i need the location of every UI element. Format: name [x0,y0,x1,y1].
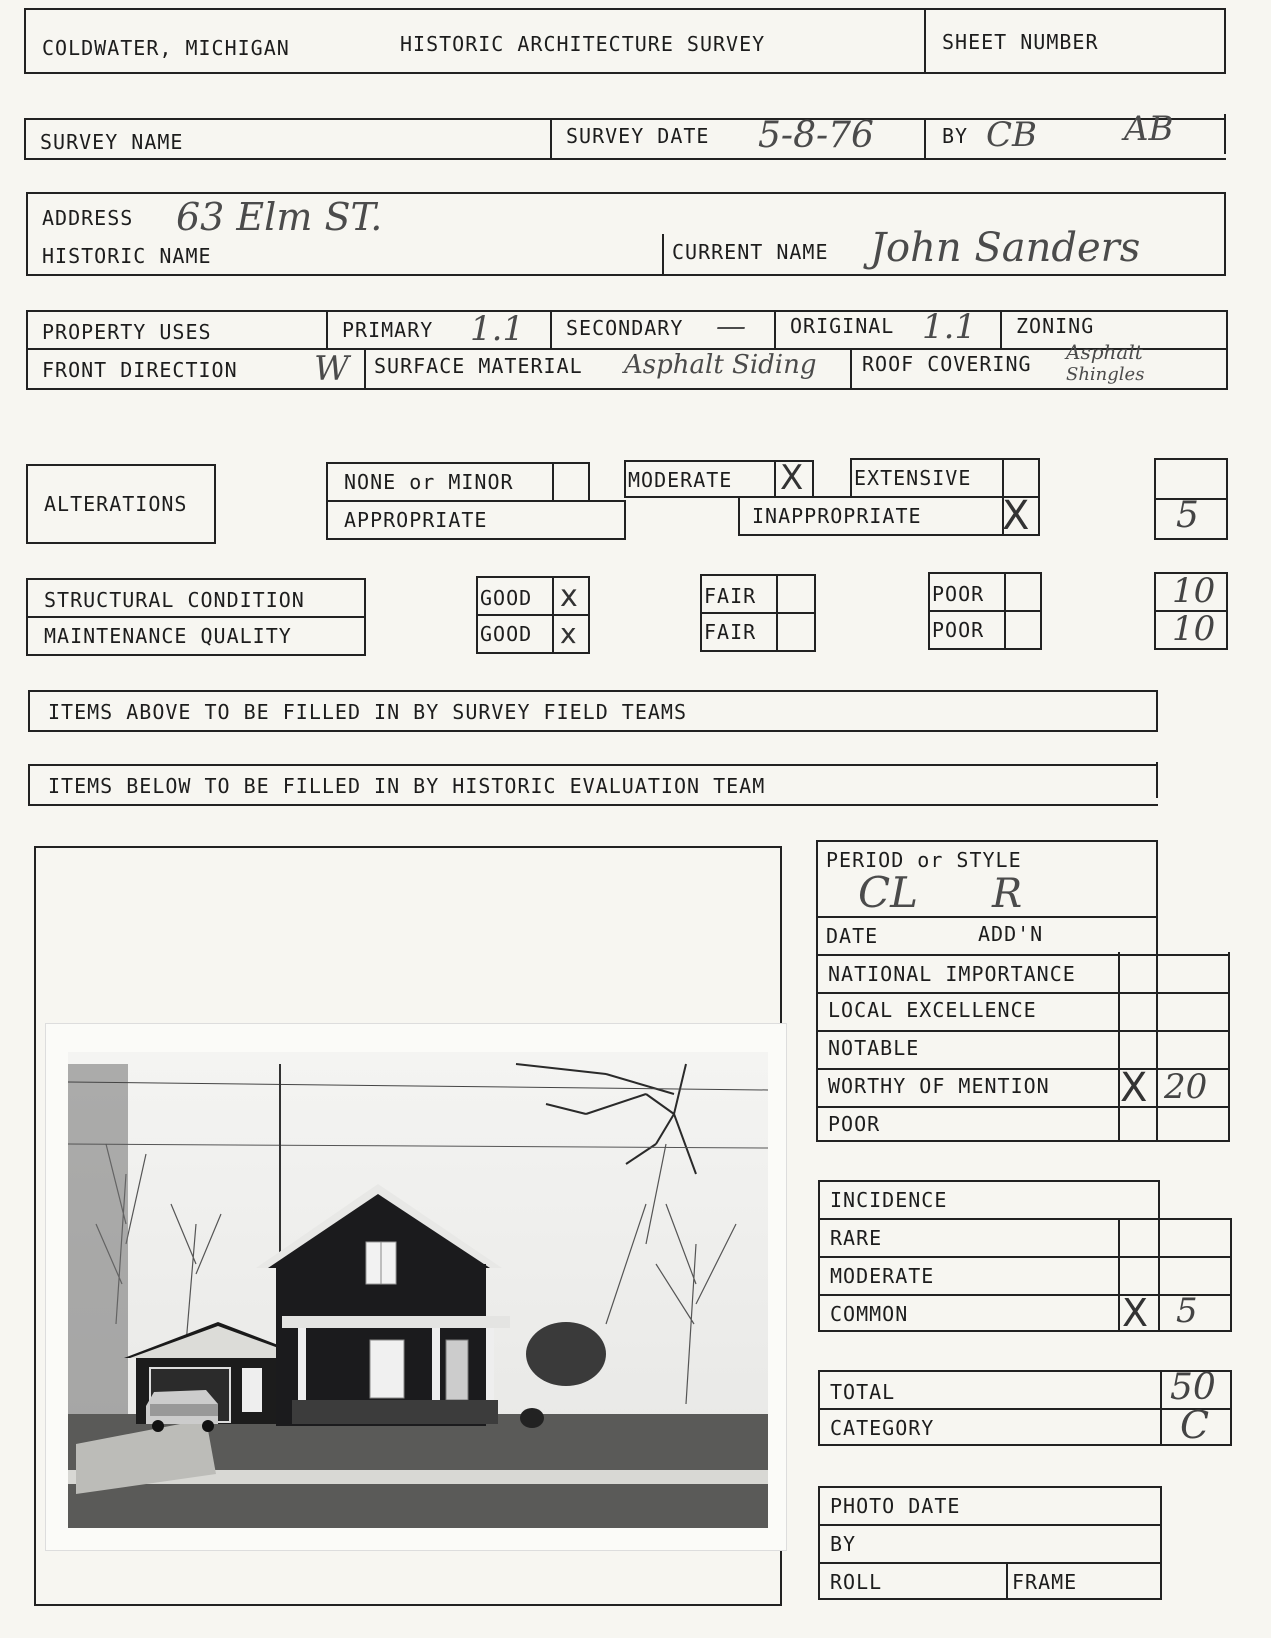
total-label: TOTAL [830,1380,896,1404]
address-label: ADDRESS [42,206,134,230]
survey-title: HISTORIC ARCHITECTURE SURVEY [400,32,766,56]
period-value-2[interactable]: R [992,871,1023,917]
address-value[interactable]: 63 Elm ST. [176,195,383,239]
alterations-label: ALTERATIONS [44,492,188,516]
worthy-score[interactable]: 20 [1164,1067,1208,1107]
alt-inappropriate-mark[interactable]: X [1002,493,1030,539]
frame-label: FRAME [1012,1570,1078,1594]
photo-by-label: BY [830,1532,857,1556]
current-name-label: CURRENT NAME [672,240,829,264]
poor-label-maintenance: POOR [932,618,985,642]
poor-label-structural: POOR [932,582,985,606]
local-excellence-label: LOCAL EXCELLENCE [828,998,1037,1022]
city-label: COLDWATER, MICHIGAN [42,36,290,60]
property-uses-label: PROPERTY USES [42,320,212,344]
original-value[interactable]: 1.1 [922,307,977,347]
front-direction-value[interactable]: W [314,349,349,389]
roof-covering-label: ROOF COVERING [862,352,1032,376]
common-score[interactable]: 5 [1176,1291,1198,1331]
house-photo-image [46,1024,786,1550]
structural-score[interactable]: 10 [1172,571,1216,611]
alt-inappropriate-label: INAPPROPRIATE [752,504,922,528]
zoning-label: ZONING [1016,314,1095,338]
survey-date-label: SURVEY DATE [566,124,710,148]
incidence-label: INCIDENCE [830,1188,948,1212]
front-direction-label: FRONT DIRECTION [42,358,238,382]
sheet-number-label: SHEET NUMBER [942,30,1099,54]
incidence-moderate-label: MODERATE [830,1264,935,1288]
national-importance-label: NATIONAL IMPORTANCE [828,962,1076,986]
secondary-label: SECONDARY [566,316,684,340]
surface-material-value[interactable]: Asphalt Siding [624,350,817,380]
worthy-mark[interactable]: X [1120,1065,1148,1111]
incidence-common-label: COMMON [830,1302,909,1326]
alt-none-minor-label: NONE or MINOR [344,470,514,494]
maintenance-quality-label: MAINTENANCE QUALITY [44,624,292,648]
note-below: ITEMS BELOW TO BE FILLED IN BY HISTORIC EVALUATION TEAM [48,774,766,798]
roof-covering-value-2[interactable]: Shingles [1066,364,1145,385]
period-value-1[interactable]: CL [858,868,919,917]
roof-covering-value-1[interactable]: Asphalt [1066,340,1143,364]
original-label: ORIGINAL [790,314,895,338]
alt-moderate-mark[interactable]: X [780,458,804,498]
fair-label-maintenance: FAIR [704,620,757,644]
property-photograph [46,1024,786,1550]
roll-label: ROLL [830,1570,883,1594]
incidence-rare-label: RARE [830,1226,883,1250]
good-label-structural: GOOD [480,586,533,610]
common-mark[interactable]: X [1122,1291,1149,1335]
structural-good-mark[interactable]: x [560,579,578,614]
alt-score[interactable]: 5 [1176,495,1199,536]
survey-by-value[interactable]: CB [986,115,1037,155]
surface-material-label: SURFACE MATERIAL [374,354,583,378]
primary-value[interactable]: 1.1 [470,309,525,349]
primary-label: PRIMARY [342,318,434,342]
current-name-value[interactable]: John Sanders [870,225,1141,271]
alt-moderate-label: MODERATE [628,468,733,492]
category-label: CATEGORY [830,1416,935,1440]
survey-by-value-2[interactable]: AB [1124,109,1174,149]
eval-poor-label: POOR [828,1112,881,1136]
fair-label-structural: FAIR [704,584,757,608]
note-above: ITEMS ABOVE TO BE FILLED IN BY SURVEY FIELD TEAMS [48,700,688,724]
secondary-value[interactable]: — [716,309,746,344]
survey-by-label: BY [942,124,969,148]
period-label: PERIOD or STYLE [826,848,1022,872]
worthy-of-mention-label: WORTHY OF MENTION [828,1074,1050,1098]
date-label: DATE [826,924,879,948]
notable-label: NOTABLE [828,1036,920,1060]
addn-label: ADD'N [978,922,1044,946]
alt-appropriate-label: APPROPRIATE [344,508,488,532]
survey-name-label: SURVEY NAME [40,130,184,154]
maintenance-good-mark[interactable]: x [560,617,577,650]
good-label-maintenance: GOOD [480,622,533,646]
historic-name-label: HISTORIC NAME [42,244,212,268]
category-value[interactable]: C [1180,1403,1210,1447]
photo-date-label: PHOTO DATE [830,1494,961,1518]
alt-extensive-label: EXTENSIVE [854,466,972,490]
structural-condition-label: STRUCTURAL CONDITION [44,588,305,612]
total-value[interactable]: 50 [1170,1367,1216,1408]
survey-date-value[interactable]: 5-8-76 [758,115,874,156]
maintenance-score[interactable]: 10 [1172,609,1216,649]
